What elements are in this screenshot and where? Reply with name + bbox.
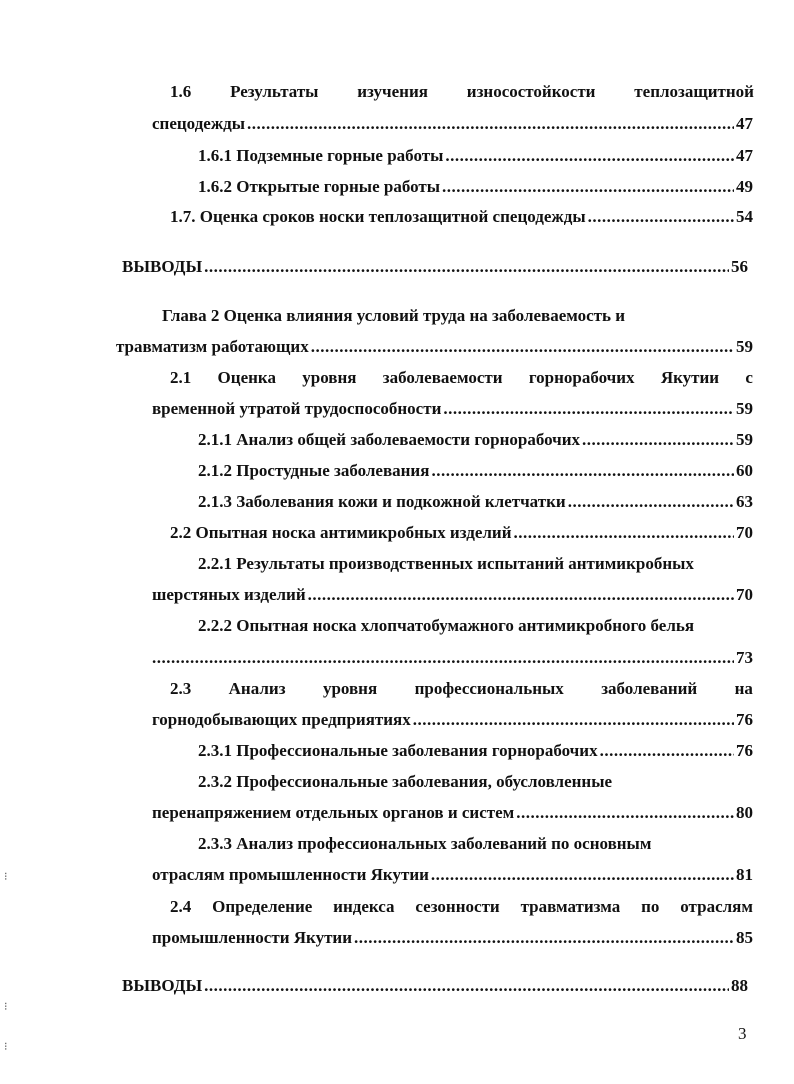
leader-dots [442,177,734,197]
toc-word: сезонности [415,897,500,916]
toc-word: изучения [357,82,428,101]
toc-entry-2-2-2-line1 [198,616,694,636]
toc-word: горнорабочих [528,368,635,387]
toc-page-number: 59 [736,399,753,418]
toc-entry-title: спецодежды [152,114,246,133]
toc-page-number: 54 [736,207,753,226]
toc-entry-2-1-3 [198,492,753,512]
toc-page-number: 80 [736,803,753,822]
toc-word: теплозащитной [634,82,754,101]
toc-entry-title: отраслям промышленности Якутии [152,865,429,884]
toc-entry-chapter-2-line1 [162,306,625,326]
toc-entry-2-4-line1 [170,897,753,917]
toc-word: отраслям [680,897,753,916]
scan-artifact: ⁝ [4,1041,8,1053]
leader-dots [431,461,734,481]
toc-entry-title: 2.2 Опытная носка антимикробных изделий [170,523,512,542]
toc-word: Оценка [217,368,276,387]
toc-page-number: 49 [736,177,753,196]
toc-entry-title: 1.7. Оценка сроков носки теплозащитной спецодежды [170,207,586,226]
toc-page-number: 47 [736,146,753,165]
leader-dots [568,492,734,512]
leader-dots [204,976,729,996]
toc-word: по [641,897,660,916]
toc-page-number: 88 [731,976,748,995]
toc-page-number: 85 [736,928,753,947]
leader-dots [516,803,734,823]
toc-entry-2-3-line1 [170,679,753,699]
toc-entry-2-2 [170,523,753,543]
toc-entry-2-4-line2 [152,928,753,948]
toc-entry-title: 1.6.2 Открытые горные работы [198,177,441,196]
toc-entry-title: промышленности Якутии [152,928,353,947]
toc-entry-title: 2.2.2 Опытная носка хлопчатобумажного антимикробного белья [198,616,695,635]
toc-word: профессиональных [414,679,564,698]
toc-word: заболеваемости [382,368,503,387]
leader-dots [354,928,734,948]
toc-entry-1-6-1 [198,146,753,166]
toc-word: уровня [322,679,378,698]
toc-entry-title: 2.3.3 Анализ профессиональных заболеваний по основным [198,834,652,853]
leader-dots [600,741,734,761]
toc-entry-2-1-line2 [152,399,753,419]
toc-word: 1.6 [170,82,192,101]
leader-dots [431,865,734,885]
toc-entry-title: 2.3.2 Профессиональные заболевания, обусловленные [198,772,613,791]
toc-page-number: 63 [736,492,753,511]
toc-entry-vyvody-2 [122,976,748,996]
toc-entry-1-6-2 [198,177,753,197]
toc-word: с [745,368,753,387]
scan-artifact: ⁝ [4,871,8,883]
toc-word: Анализ [228,679,286,698]
toc-entry-title: 2.2.1 Результаты производственных испытаний антимикробных [198,554,694,573]
leader-dots [308,585,734,605]
toc-entry-title: 1.6.1 Подземные горные работы [198,146,444,165]
toc-page-number: 70 [736,523,753,542]
toc-word: индекса [333,897,395,916]
toc-page-number: 73 [736,648,753,667]
toc-entry-1-7 [170,207,753,227]
toc-page-number: 81 [736,865,753,884]
toc-entry-2-3-line2 [152,710,753,730]
toc-entry-title: 2.1.1 Анализ общей заболеваемости горнорабочих [198,430,581,449]
toc-entry-2-2-1-line2 [152,585,753,605]
toc-entry-2-2-2-line2 [152,648,753,668]
leader-dots [582,430,734,450]
toc-entry-2-1-line1 [170,368,753,388]
leader-dots [445,146,734,166]
leader-dots [514,523,735,543]
toc-word: износостойкости [466,82,596,101]
toc-entry-title: ВЫВОДЫ [122,976,203,995]
leader-dots [443,399,734,419]
toc-page-number: 59 [736,337,753,356]
leader-dots [247,114,734,134]
toc-word: 2.4 [170,897,192,916]
toc-entry-title: 2.1.3 Заболевания кожи и подкожной клетчатки [198,492,566,511]
toc-page-number: 70 [736,585,753,604]
leader-dots [588,207,734,227]
toc-entry-2-3-3-line1 [198,834,651,854]
toc-entry-2-3-2-line2 [152,803,753,823]
toc-entry-2-3-2-line1 [198,772,612,792]
toc-entry-title: травматизм работающих [116,337,309,356]
toc-page-number: 59 [736,430,753,449]
toc-entry-chapter-2-line2 [116,337,753,357]
toc-word: Определение [212,897,313,916]
toc-entry-title: временной утратой трудоспособности [152,399,442,418]
leader-dots [204,257,729,277]
toc-page-number: 60 [736,461,753,480]
toc-entry-title: ВЫВОДЫ [122,257,203,276]
toc-entry-title: Глава 2 Оценка влияния условий труда на заболеваемость и [162,306,626,325]
toc-entry-title: 2.1.2 Простудные заболевания [198,461,430,480]
toc-page-number: 76 [736,741,753,760]
toc-entry-title: 2.3.1 Профессиональные заболевания горнорабочих [198,741,598,760]
leader-dots [413,710,734,730]
toc-word: на [734,679,753,698]
toc-page-number: 76 [736,710,753,729]
toc-entry-title: перенапряжением отдельных органов и систем [152,803,515,822]
toc-word: уровня [302,368,357,387]
toc-entry-1-6-line2 [152,114,753,134]
leader-dots [152,648,734,668]
page-number: 3 [738,1024,747,1043]
toc-word: заболеваний [601,679,698,698]
toc-word: 2.1 [170,368,192,387]
leader-dots [311,337,734,357]
scan-artifact: ⁝ [4,1001,8,1013]
toc-entry-title: горнодобывающих предприятиях [152,710,411,729]
toc-word: Результаты [230,82,319,101]
toc-entry-2-3-3-line2 [152,865,753,885]
toc-entry-1-6-line1 [170,82,754,102]
toc-entry-title: шерстяных изделий [152,585,306,604]
toc-entry-2-2-1-line1 [198,554,694,574]
toc-page-number: 47 [736,114,753,133]
toc-entry-2-3-1 [198,741,753,761]
toc-entry-2-1-1 [198,430,753,450]
toc-word: Якутии [660,368,720,387]
toc-entry-vyvody-1 [122,257,748,277]
toc-word: травматизма [520,897,621,916]
toc-entry-2-1-2 [198,461,753,481]
toc-page-number: 56 [731,257,748,276]
toc-word: 2.3 [170,679,192,698]
